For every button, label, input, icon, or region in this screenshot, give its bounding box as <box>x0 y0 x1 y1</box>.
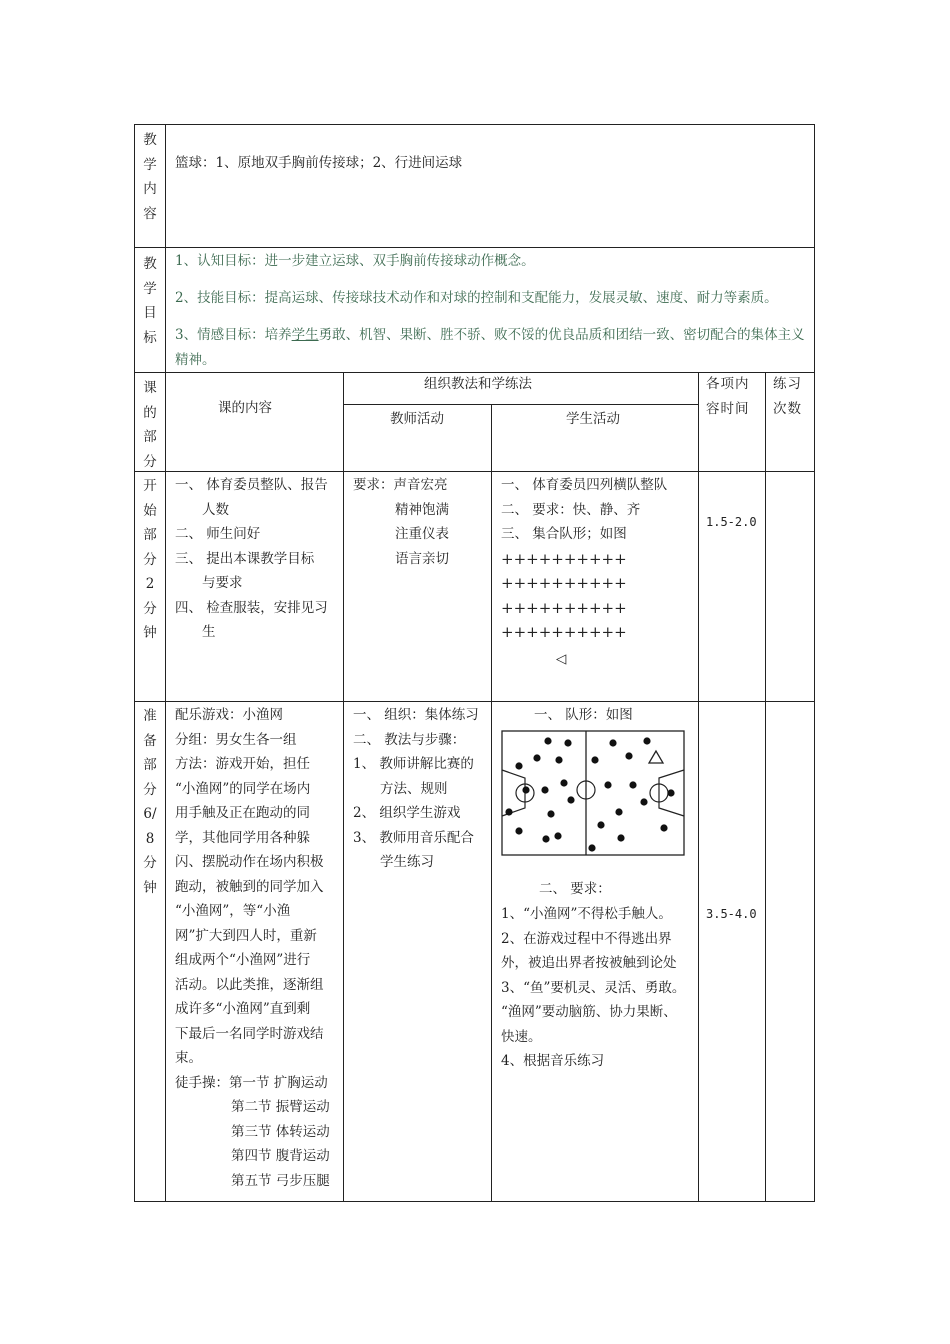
warmup-content-line: “小渔网”的同学在场内 <box>175 780 311 797</box>
warmup-student-line: 快速。 <box>501 1028 542 1045</box>
exercise-item: 第二节 振臂运动 <box>231 1099 330 1115</box>
exercise-item: 第一节 扩胸运动 <box>229 1074 328 1091</box>
warmup-teacher-line: 方法、规则 <box>380 780 448 797</box>
player-dot <box>609 739 616 746</box>
start-content-line: 生 <box>202 624 216 640</box>
start-content-line: 一、 体育委员整队、报告 <box>175 477 328 493</box>
warmup-student-line: “渔网”要动脑筋、协力果断、 <box>501 1004 677 1020</box>
header-teacher: 教师活动 <box>390 411 444 427</box>
warmup-teacher-line: 2、 组织学生游戏 <box>353 805 461 821</box>
start-content-line: 四、 检查服装，安排见习 <box>175 599 328 616</box>
header-content: 课的内容 <box>218 400 272 416</box>
player-dot <box>625 752 632 759</box>
start-teacher-line: 注重仪表 <box>395 526 449 542</box>
warmup-teacher-line: 3、 教师用音乐配合 <box>353 829 474 846</box>
formation-row: ++++++++++ <box>501 574 627 592</box>
start-content-line: 人数 <box>202 501 229 518</box>
warmup-content-line: 学，其他同学用各种躲 <box>175 829 310 846</box>
player-dot <box>505 808 512 815</box>
warmup-student-top: 一、 队形：如图 <box>534 707 633 723</box>
warmup-teacher-line: 学生练习 <box>380 854 434 870</box>
warmup-content-line: 方法：游戏开始，担任 <box>175 756 310 772</box>
player-dot <box>554 832 561 839</box>
header-part: 课的部分 <box>143 380 157 470</box>
player-dot <box>541 786 548 793</box>
player-dot <box>643 737 650 744</box>
objective-affective-link[interactable]: 学生 <box>291 327 319 343</box>
warmup-part: 准备部分6/8分钟 <box>143 708 157 896</box>
warmup-content-line: 网”扩大到四人时，重新 <box>175 927 317 944</box>
player-dot <box>515 762 522 769</box>
teacher-triangle-icon: ◁ <box>556 650 567 667</box>
player-dot <box>555 756 562 763</box>
warmup-teacher-line: 一、 组织：集体练习 <box>353 707 479 723</box>
player-dot <box>667 789 674 796</box>
court-border <box>502 731 684 855</box>
lesson-plan-table <box>134 124 815 1202</box>
warmup-student-line: 外，被追出界者按被触到论处 <box>501 955 677 971</box>
warmup-content-line: 束。 <box>175 1050 202 1066</box>
warmup-content-line: 用手触及正在跑动的同 <box>175 805 310 821</box>
warmup-content-line: 成许多“小渔网”直到剩 <box>175 1001 311 1017</box>
exercise-item: 第五节 弓步压腿 <box>231 1172 330 1189</box>
objective-skill: 2、技能目标：提高运球、传接球技术动作和对球的控制和支配能力，发展灵敏、速度、耐力等素质。 <box>175 290 778 306</box>
players <box>505 737 674 851</box>
court-left-key <box>502 770 525 816</box>
player-dot <box>564 739 571 746</box>
objective-cognitive: 1、认知目标：进一步建立运球、双手胸前传接球动作概念。 <box>175 253 535 269</box>
warmup-content <box>175 703 341 1193</box>
warmup-content-line: 分组：男女生各一组 <box>175 731 297 748</box>
player-dot <box>604 781 611 788</box>
warmup-content-line: 跑动，被触到的同学加入 <box>175 878 324 895</box>
player-dot <box>629 781 636 788</box>
content-text: 篮球：1、原地双手胸前传接球；2、行进间运球 <box>175 155 463 171</box>
start-student-line: 一、 体育委员四列横队整队 <box>501 477 668 493</box>
player-dot <box>588 844 595 851</box>
start-student-line: 三、 集合队形；如图 <box>501 526 627 542</box>
start-content-line: 二、 师生问好 <box>175 526 261 542</box>
formation-row: ++++++++++ <box>501 598 627 617</box>
objective-affective-pre: 3、情感目标：培养 <box>175 327 292 343</box>
player-dot <box>515 827 522 834</box>
player-dot <box>547 810 554 817</box>
exercise-item: 第三节 体转运动 <box>231 1123 330 1140</box>
header-reps: 练习次数 <box>773 376 802 417</box>
player-dot <box>560 779 567 786</box>
objective-affective-post: 勇敢、机智、果断、胜不骄、败不馁的优良品质和团结一致、密切配合的集体主义精神。 <box>175 327 805 368</box>
start-content <box>175 473 343 645</box>
start-teacher-line: 语言亲切 <box>395 550 449 567</box>
objective-affective <box>175 323 807 372</box>
player-dot <box>591 756 598 763</box>
exercise-item: 第四节 腹背运动 <box>231 1148 330 1164</box>
header-time: 各项内容时间 <box>706 376 750 417</box>
warmup-content-line: 活动。以此类推，逐渐组 <box>175 976 324 993</box>
start-part: 开始部分2分钟 <box>143 478 157 641</box>
formation-row: ++++++++++ <box>501 623 627 641</box>
start-teacher-line: 精神饱满 <box>395 501 449 518</box>
formation-row: ++++++++++ <box>501 549 627 568</box>
header-org: 组织教法和学练法 <box>424 376 532 392</box>
start-teacher-line: 要求：声音宏亮 <box>353 477 448 493</box>
warmup-teacher-line: 二、 教法与步骤： <box>353 731 466 748</box>
start-content-line: 与要求 <box>202 575 243 591</box>
player-dot <box>522 786 529 793</box>
exercise-label: 徒手操： <box>175 1074 229 1091</box>
warmup-student-line: 1、“小渔网”不得松手触人。 <box>501 906 672 922</box>
warmup-student <box>501 902 697 1074</box>
player-dot <box>660 824 667 831</box>
court-diagram <box>501 730 685 856</box>
start-student <box>501 473 696 671</box>
start-teacher <box>353 473 488 571</box>
warmup-teacher <box>353 703 490 875</box>
start-content-line: 三、 提出本课教学目标 <box>175 550 315 567</box>
player-dot <box>567 796 574 803</box>
objectives-label: 教学目标 <box>143 256 157 346</box>
warmup-content-line: 闪、摆脱动作在场内积极 <box>175 854 324 870</box>
content-label: 教学内容 <box>143 132 157 222</box>
header-student: 学生活动 <box>566 411 620 427</box>
warmup-teacher-line: 1、 教师讲解比赛的 <box>353 756 474 772</box>
player-dot <box>640 798 647 805</box>
player-dot <box>542 835 549 842</box>
teacher-triangle-icon <box>649 751 663 763</box>
warmup-student-req-title: 二、 要求： <box>539 881 611 897</box>
exercise-line <box>175 1071 341 1096</box>
warmup-student-line: 2、在游戏过程中不得逃出界 <box>501 930 672 947</box>
warmup-student-line: 3、“鱼”要机灵、灵活、勇敢。 <box>501 979 686 996</box>
warmup-time: 3.5-4.0 <box>706 907 757 921</box>
warmup-content-line: 配乐游戏：小渔网 <box>175 707 283 723</box>
player-dot <box>544 737 551 744</box>
player-dot <box>597 821 604 828</box>
player-dot <box>615 808 622 815</box>
start-student-line: 二、 要求：快、静、齐 <box>501 501 641 518</box>
player-dot <box>533 754 540 761</box>
warmup-content-line: 组成两个“小渔网”进行 <box>175 952 311 968</box>
player-dot <box>617 834 624 841</box>
warmup-content-line: “小渔网”，等“小渔 <box>175 903 291 919</box>
warmup-student-line: 4、根据音乐练习 <box>501 1053 605 1069</box>
warmup-content-line: 下最后一名同学时游戏结 <box>175 1025 324 1042</box>
start-time: 1.5-2.0 <box>706 515 757 529</box>
